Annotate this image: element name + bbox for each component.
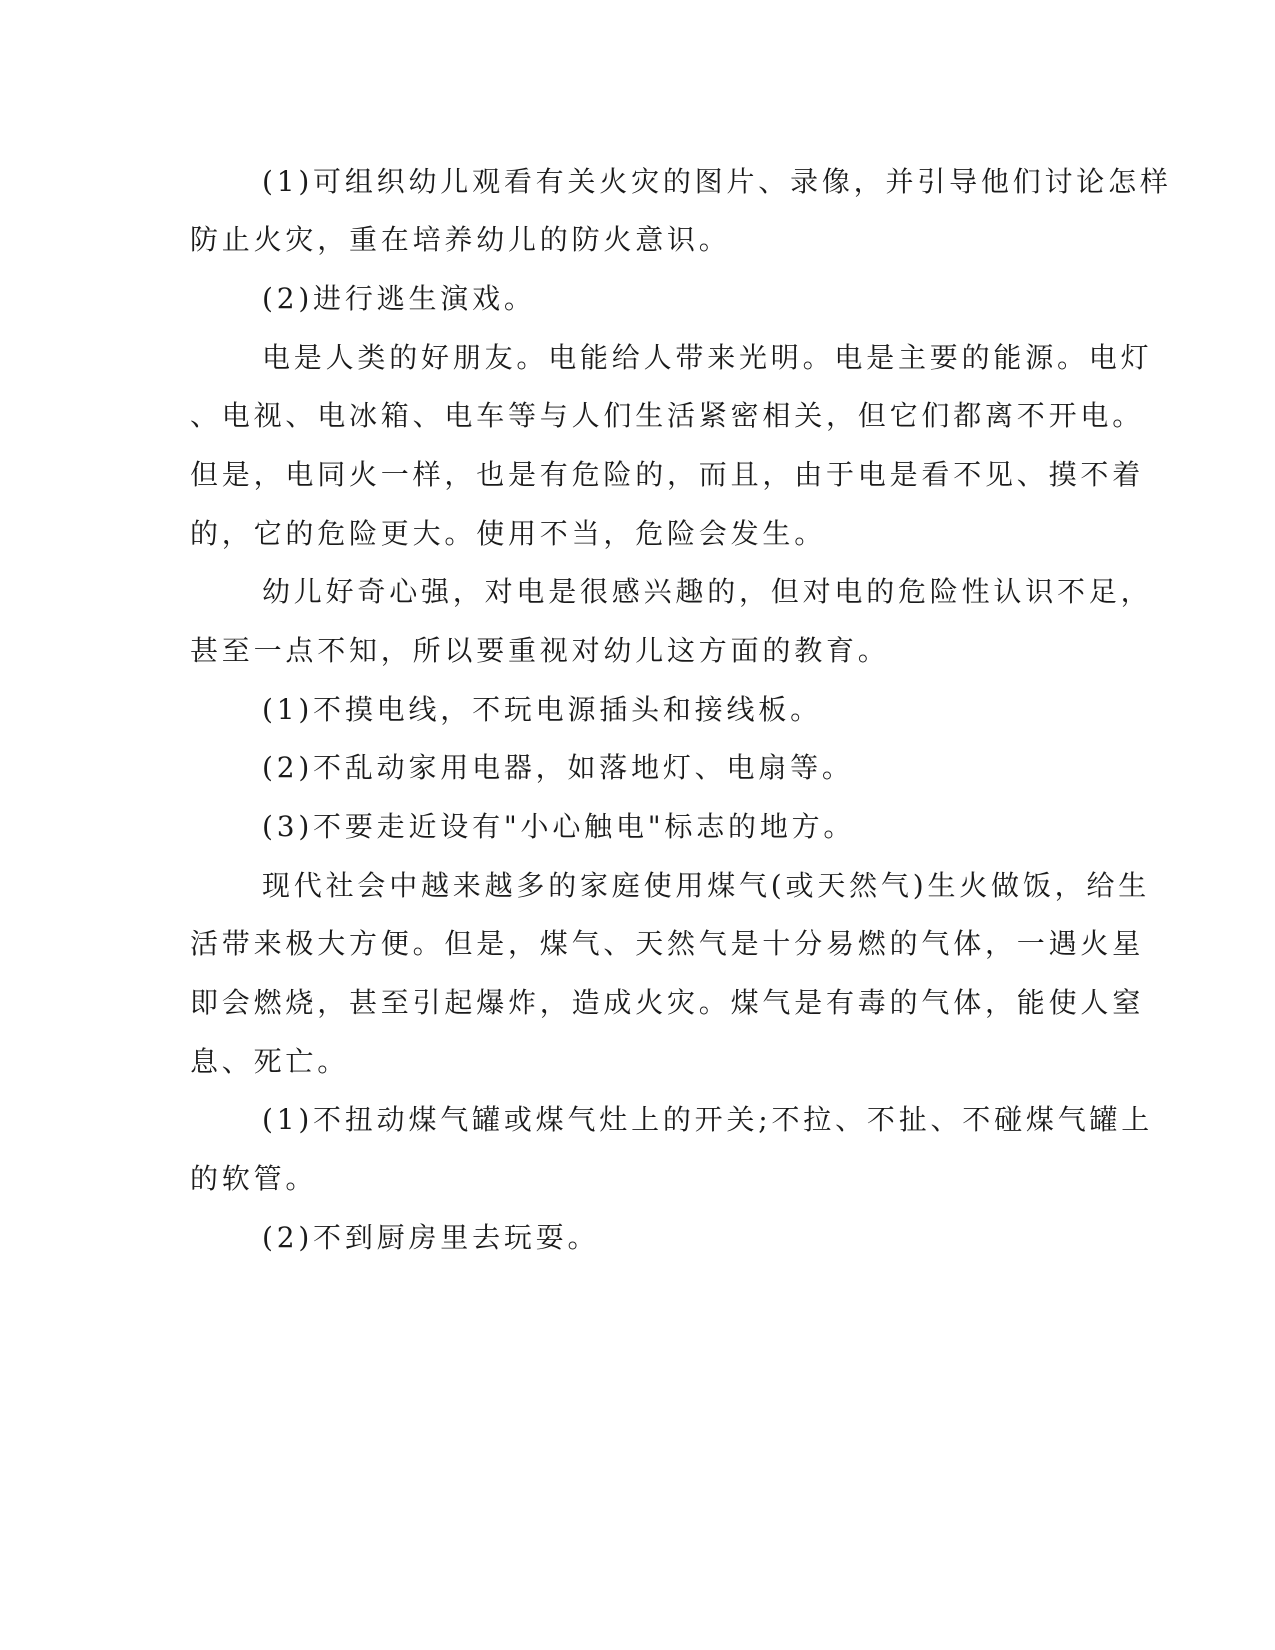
text-line: 但是，电同火一样，也是有危险的，而且，由于电是看不见、摸不着 xyxy=(190,458,1145,491)
text-line: 的软管。 xyxy=(190,1162,318,1195)
text-line: (2)不到厨房里去玩耍。 xyxy=(262,1221,600,1254)
text-line: 防止火灾，重在培养幼儿的防火意识。 xyxy=(190,223,731,256)
text-line: 现代社会中越来越多的家庭使用煤气(或天然气)生火做饭，给生 xyxy=(262,869,1151,902)
text-line: 活带来极大方便。但是，煤气、天然气是十分易燃的气体，一遇火星 xyxy=(190,927,1145,960)
text-line: 息、死亡。 xyxy=(190,1045,350,1078)
text-line: (1)不摸电线，不玩电源插头和接线板。 xyxy=(262,693,822,726)
text-line: 的，它的危险更大。使用不当，危险会发生。 xyxy=(190,517,827,550)
text-line: (2)不乱动家用电器，如落地灯、电扇等。 xyxy=(262,751,854,784)
text-line: 甚至一点不知，所以要重视对幼儿这方面的教育。 xyxy=(190,634,890,667)
text-line: 幼儿好奇心强，对电是很感兴趣的，但对电的危险性认识不足， xyxy=(262,575,1153,608)
text-line: (1)可组织幼儿观看有关火灾的图片、录像，并引导他们讨论怎样 xyxy=(262,165,1172,198)
text-line: (2)进行逃生演戏。 xyxy=(262,282,536,315)
text-line: 、电视、电冰箱、电车等与人们生活紧密相关，但它们都离不开电。 xyxy=(190,399,1145,432)
text-line: (1)不扭动煤气罐或煤气灶上的开关;不拉、不扯、不碰煤气罐上 xyxy=(262,1103,1154,1136)
text-line: (3)不要走近设有"小心触电"标志的地方。 xyxy=(262,810,856,843)
text-line: 电是人类的好朋友。电能给人带来光明。电是主要的能源。电灯 xyxy=(262,341,1153,374)
text-line: 即会燃烧，甚至引起爆炸，造成火灾。煤气是有毒的气体，能使人窒 xyxy=(190,986,1145,1019)
